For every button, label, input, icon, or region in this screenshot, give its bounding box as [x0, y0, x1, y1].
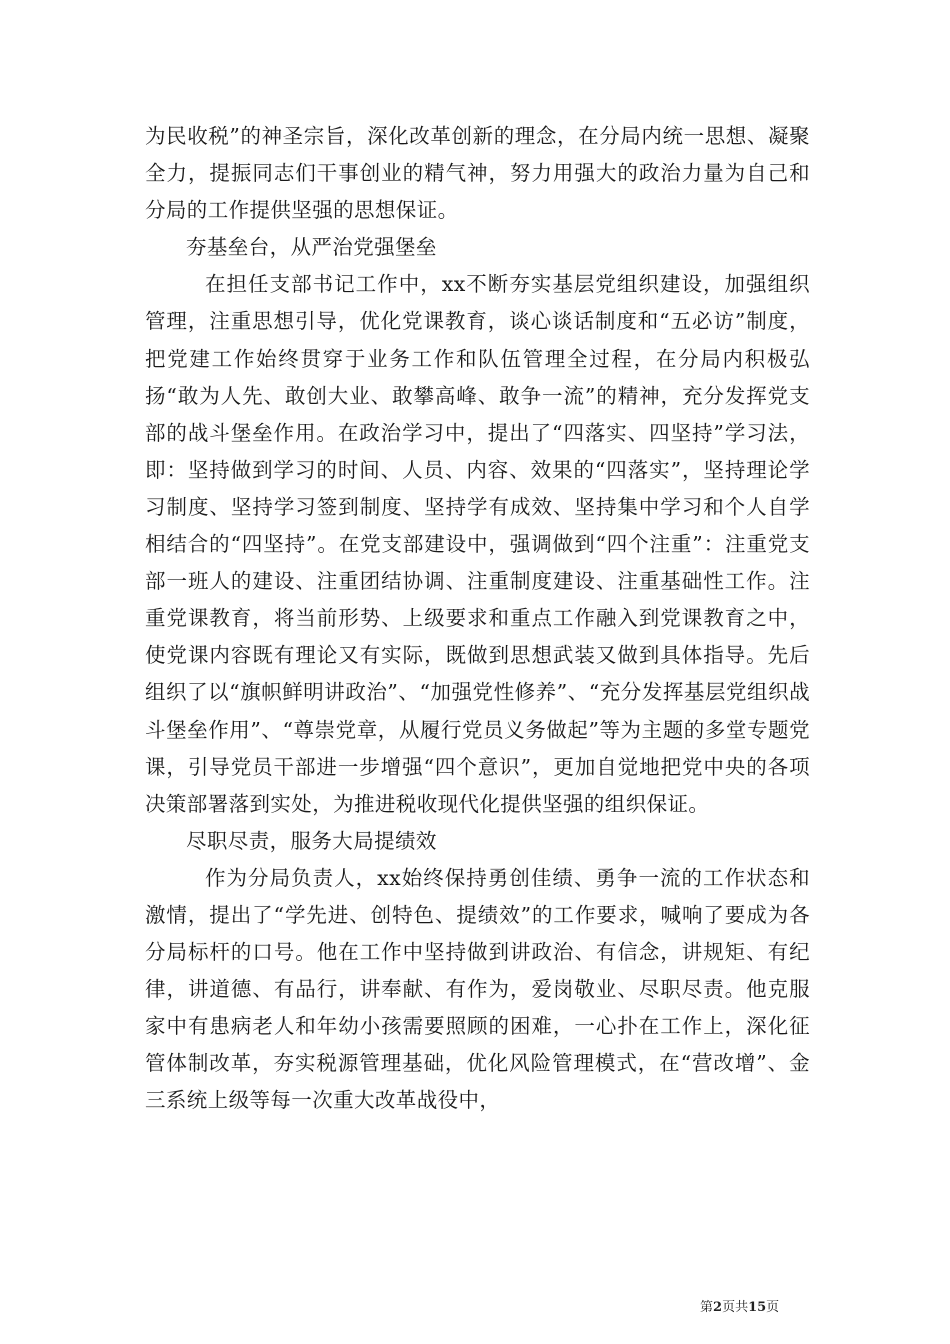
section-heading-1: 夯基垒台，从严治党强堡垒 — [186, 235, 437, 260]
footer-middle: 页共 — [722, 1300, 749, 1315]
paragraph-performance: 作为分局负责人，xx始终保持勇创佳绩、勇争一流的工作状态和激情，提出了“学先进、创特色、提绩效”的工作要求，喊响了要成为各分局标杆的口号。他在工作中坚持做到讲政治、有信念，讲规矩、有纪律，讲道德、有品行，讲奉献、有作为，爱岗敬业、尽职尽责。他克服家中有患病老人和年幼小孩需要照顾的困难，一心扑在工作上，深化征管体制改革，夯实税源管理基础，优化风险管理模式，在“营改增”、金三系统上级等每一次重大改革战役中， — [145, 865, 810, 1113]
paragraph-party-building: 在担任支部书记工作中，xx不断夯实基层党组织建设，加强组织管理，注重思想引导，优化党课教育，谈心谈话制度和“五必访”制度，把党建工作始终贯穿于业务工作和队伍管理全过程，在分局内积极弘扬“敢为人先、敢创大业、敢攀高峰、敢争一流”的精神，充分发挥党支部的战斗堡垒作用。在政治学习中，提出了“四落实、四坚持”学习法，即：坚持做到学习的时间、人员、内容、效果的“四落实”，坚持理论学习制度、坚持学习签到制度、坚持学有成效、坚持集中学习和个人自学相结合的“四坚持”。在党支部建设中，强调做到“四个注重”：注重党支部一班人的建设、注重团结协调、注重制度建设、注重基础性工作。注重党课教育，将当前形势、上级要求和重点工作融入到党课教育之中，使党课内容既有理论又有实际，既做到思想武装又做到具体指导。先后组织了以“旗帜鲜明讲政治”、“加强党性修养”、“充分发挥基层党组织战斗堡垒作用”、“尊崇党章，从履行党员义务做起”等为主题的多堂专题党课，引导党员干部进一步增强“四个意识”，更加自觉地把党中央的各项决策部署落到实处，为推进税收现代化提供坚强的组织保证。 — [145, 272, 810, 816]
section-heading-2: 尽职尽责，服务大局提绩效 — [186, 828, 437, 853]
paragraph-continuation: 为民收税”的神圣宗旨，深化改革创新的理念，在分局内统一思想、凝聚全力，提振同志们干事创业的精气神，努力用强大的政治力量为自己和分局的工作提供坚强的思想保证。 — [145, 124, 810, 223]
page-number-footer — [700, 1300, 779, 1316]
footer-current-page: 2 — [713, 1300, 723, 1315]
footer-prefix: 第 — [700, 1300, 714, 1315]
footer-suffix: 页 — [766, 1300, 780, 1315]
footer-total-pages: 15 — [748, 1300, 767, 1315]
document-body — [145, 118, 810, 1120]
